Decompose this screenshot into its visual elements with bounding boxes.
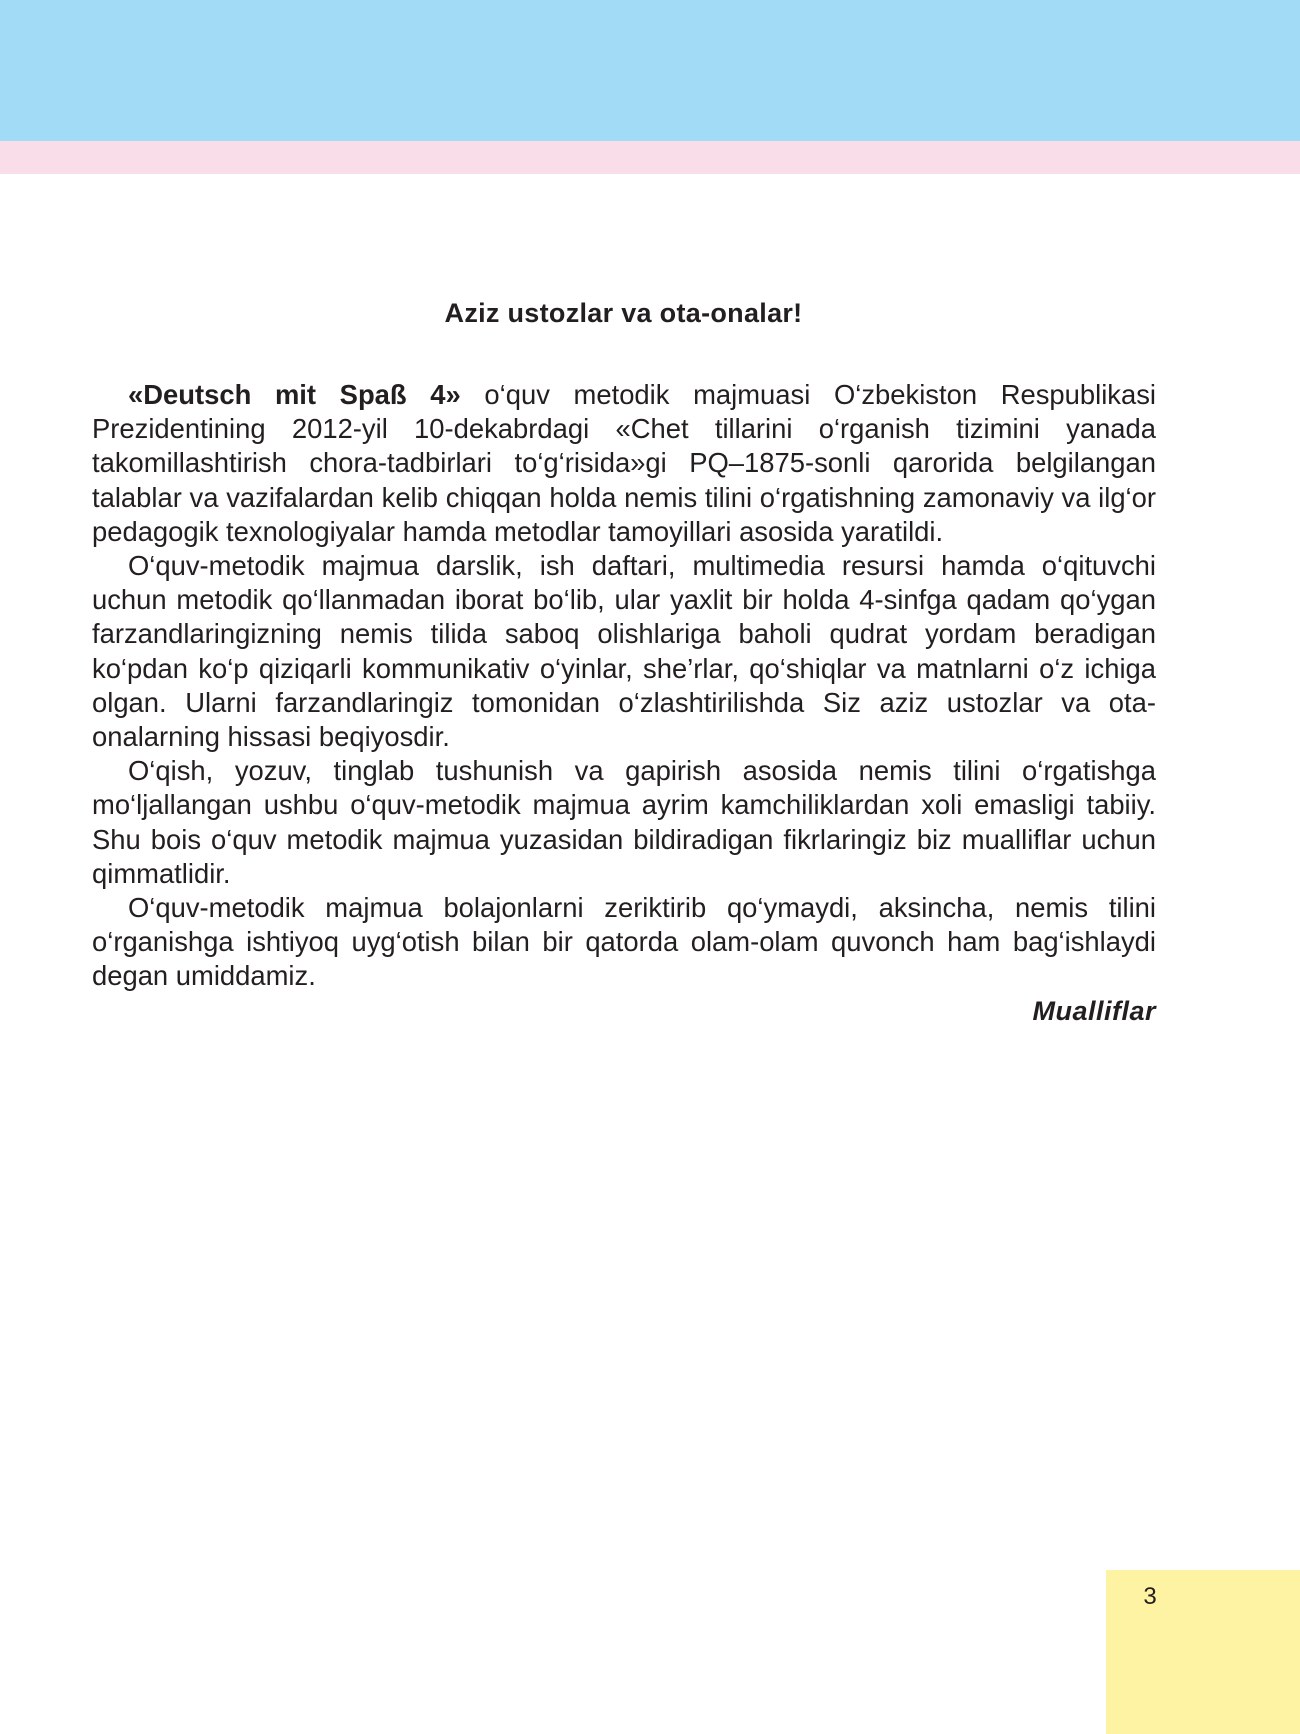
paragraph-1-text: o‘quv metodik majmuasi O‘zbekiston Respublikasi Prezidentining 2012-yil 10-dekabrdagi «Chet tillarini o‘rganish tizimini yanada takomillashtirish chora-tadbirlari to‘g‘risida»gi PQ–1875-sonli qarorida belgilangan talablar va vazifalardan kelib chiqqan holda nemis tilini o‘rgatishning zamonaviy va ilg‘or pedagogik texnologiyalar hamda metodlar tamoyillari asosida yaratildi. — [92, 379, 1156, 547]
signature: Mualliflar — [1032, 995, 1156, 1026]
page-title: Aziz ustozlar va ota-onalar! — [444, 298, 803, 328]
paragraph-4: O‘quv-metodik majmua bolajonlarni zeriktirib qo‘ymaydi, aksincha, nemis tilini o‘rganishga ishtiyoq uyg‘otish bilan bir qatorda olam-olam quvonch ham bag‘ishlaydi degan umiddamiz. — [92, 892, 1156, 992]
book-title-bold: «Deutsch mit Spaß 4» — [128, 379, 461, 410]
body-text — [92, 378, 1156, 1028]
paragraph-2: O‘quv-metodik majmua darslik, ish daftari, multimedia resursi hamda o‘qituvchi uchun metodik qo‘llanmadan iborat bo‘lib, ular yaxlit bir holda 4-sinfga qadam qo‘ygan farzandlaringizning nemis tilida saboq olishlariga baholi qudrat yordam beradigan ko‘pdan ko‘p qiziqarli kommunikativ o‘yinlar, she’rlar, qo‘shiqlar va matnlarni o‘z ichiga olgan. Ularni farzandlaringiz tomonidan o‘zlashtirilishda Siz aziz ustozlar va ota-onalarning hissasi beqiyosdir. — [92, 550, 1156, 753]
paragraph-3: O‘qish, yozuv, tinglab tushunish va gapirish asosida nemis tilini o‘rgatishga mo‘ljallangan ushbu o‘quv-metodik majmua ayrim kamchiliklardan xoli emasligi tabiiy. Shu bois o‘quv metodik majmua yuzasidan bildiradigan fikrlaringiz biz mualliflar uchun qimmatlidir. — [92, 755, 1156, 889]
page-number: 3 — [1143, 1583, 1157, 1610]
header-band-pink — [0, 141, 1300, 174]
header-band-blue — [0, 0, 1300, 141]
paragraph-1 — [92, 378, 1156, 549]
